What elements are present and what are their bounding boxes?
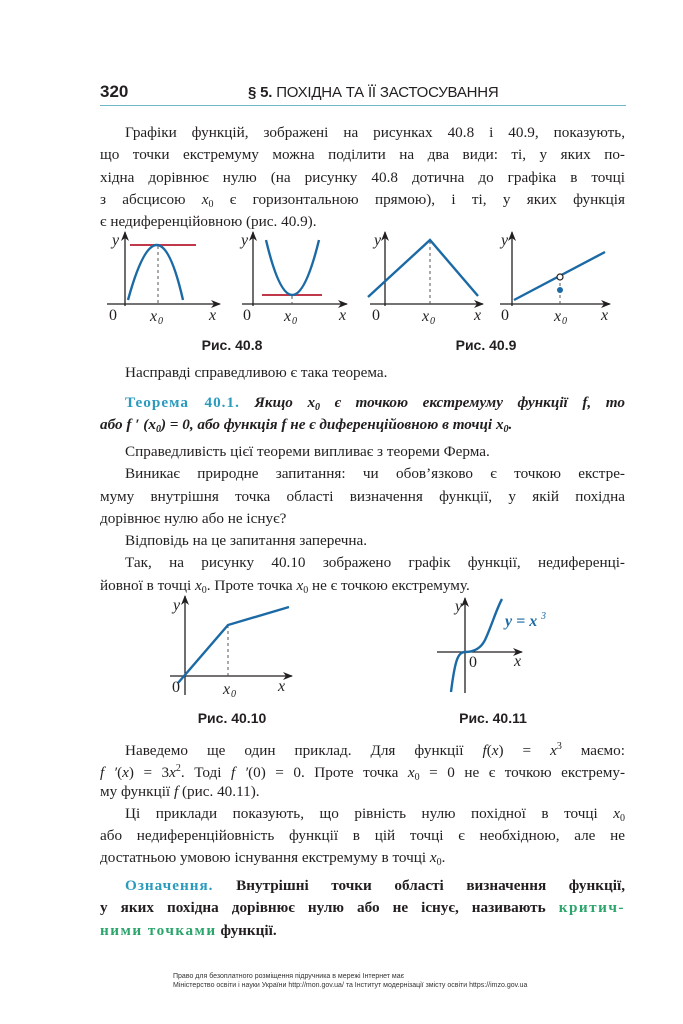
text-run: Якщо x — [239, 394, 316, 411]
origin-label: 0 — [501, 307, 509, 324]
text-run: . — [441, 849, 446, 867]
x0-label: x — [150, 308, 158, 325]
x0-subscript: 0 — [562, 316, 567, 327]
origin-label: 0 — [469, 654, 477, 671]
text-run: = 0 не є точкою екстрему- — [419, 764, 625, 781]
curve-minimum — [266, 240, 319, 295]
text-run: x — [122, 764, 129, 781]
text-run: 3 — [556, 741, 562, 752]
text-run: Так, на рисунку 40.10 зображено графік функції, недиференці- — [125, 554, 625, 572]
figure-40-9-caption: Рис. 40.9 — [455, 337, 517, 353]
figure-40-9-corner — [368, 232, 483, 327]
text-run: Внутрішні точки області визначення функції, — [213, 877, 625, 894]
x-label: x — [278, 678, 286, 695]
text-run: x — [613, 804, 620, 822]
text-run: 0 — [436, 857, 442, 869]
text-run: Справедливість цієї теореми випливає з теореми Ферма. — [125, 443, 490, 460]
text-run: x — [169, 764, 176, 781]
text-run: x — [550, 742, 557, 759]
x-label: x — [339, 307, 347, 324]
text-run: ( — [117, 764, 123, 781]
figure-40-8-maximum — [107, 232, 220, 327]
formula-exponent: 3 — [541, 611, 546, 622]
text-run: 0 — [201, 584, 207, 596]
text-run: або f ′ (x — [100, 416, 156, 434]
text-run: є недиференційовною (рис. 40.9). — [100, 213, 317, 231]
text-run: (0) = 0. Проте точка — [248, 764, 408, 781]
heading-label: Означення. — [125, 877, 214, 894]
text-run: 0 — [414, 772, 420, 781]
text-run: Відповідь на це запитання заперечна. — [125, 532, 368, 550]
x-label: x — [601, 307, 609, 324]
text-run: є горизонтальною прямою), і ті, у яких функція — [213, 190, 625, 208]
curve-maximum — [128, 245, 183, 300]
footer-line-2: Міністерство освіти і науки України http://mon.gov.ua/ та Інститут модернізації змісту освіти https://imzo.gov.ua — [173, 982, 528, 989]
text-run: Ці приклади показують, що рівність нулю похідної в точці — [125, 804, 614, 822]
text-run: . Проте точка — [206, 576, 297, 594]
text-run: x — [195, 576, 202, 594]
function-formula: y = x — [505, 613, 538, 630]
text-run: ) = 0, або функція f не є диференційовною в точці x — [160, 416, 504, 434]
figure-40-9-jump — [499, 232, 610, 327]
section-title: ПОХІДНА ТА ЇЇ ЗАСТОСУВАННЯ — [276, 84, 499, 101]
x0-label: x — [422, 308, 430, 325]
page-number: 320 — [100, 82, 129, 101]
text-run: у яких похідна дорівнює нулю або не існує, називають — [100, 899, 559, 917]
text-run: му функції — [100, 782, 174, 800]
x0-label: x — [284, 308, 292, 325]
text-run: f ′ — [100, 764, 118, 781]
text-run: x — [429, 849, 437, 867]
text-run: або недиференційовність функції в цій точці є необхідною, але не — [100, 827, 625, 845]
text-run: Виникає природне запитання: чи обов’язково є точкою екстре- — [125, 465, 625, 483]
text-run: йовної в точці — [100, 576, 196, 594]
text-run: що точки екстремуму можна поділити на два види: ті, у яких по- — [100, 146, 625, 164]
x0-subscript: 0 — [292, 316, 297, 327]
y-label: y — [455, 598, 463, 615]
text-run: x — [407, 764, 415, 781]
origin-label: 0 — [172, 679, 180, 696]
text-run: 0 — [208, 198, 214, 210]
figure-40-11-caption: Рис. 40.11 — [459, 710, 527, 726]
text-run: x — [296, 576, 304, 594]
heading-label: Теорема 40.1. — [125, 394, 240, 411]
origin-label: 0 — [109, 307, 117, 324]
filled-point — [557, 287, 563, 293]
text-run: . Тоді — [180, 764, 231, 781]
text-run: ) = 3 — [128, 764, 170, 781]
text-run: ( — [486, 742, 492, 759]
x0-subscript: 0 — [231, 689, 236, 700]
origin-label: 0 — [372, 307, 380, 324]
x0-subscript: 0 — [158, 316, 163, 327]
y-label: y — [241, 232, 249, 249]
figure-40-8-minimum — [239, 232, 347, 327]
figure-40-11 — [437, 598, 546, 693]
curve-broken-line — [178, 607, 289, 683]
x-label: x — [209, 307, 217, 324]
x-label: x — [474, 307, 482, 324]
text-run: не є точкою екстремуму. — [308, 576, 470, 594]
text-run: 0 — [620, 812, 625, 824]
footer-copyright — [173, 972, 527, 990]
open-point — [557, 274, 563, 280]
text-run: f ′ — [230, 764, 249, 781]
text-run: достатньою умовою існування екстремуму в точці — [100, 849, 430, 867]
text-run: муму внутрішня точка області визначення функції, у якій похідна — [100, 487, 625, 505]
text-run: є точкою екстремуму функції f, то — [320, 394, 625, 411]
text-run: Графіки функцій, зображені на рисунках 40.8 і 40.9, показують, — [125, 124, 625, 141]
x0-subscript: 0 — [430, 316, 435, 327]
text-run: функції. — [216, 921, 277, 939]
text-run: (рис. 40.11). — [178, 782, 260, 800]
y-label: y — [374, 232, 382, 249]
text-run: ) = — [498, 742, 551, 759]
text-run: 0 — [155, 424, 161, 436]
x-label: x — [514, 653, 522, 670]
figure-40-8-caption: Рис. 40.8 — [201, 337, 263, 353]
x0-label: x — [554, 308, 562, 325]
footer-line-1: Право для безоплатного розміщення підручника в мережі Інтернет має — [173, 973, 405, 980]
text-run: Насправді справедливою є така теорема. — [125, 364, 388, 381]
text-run: f — [173, 782, 179, 800]
text-run: 0 — [503, 424, 509, 436]
text-run: 2 — [175, 763, 181, 775]
text-run: Наведемо ще один приклад. Для функції — [125, 742, 483, 759]
y-label: y — [173, 597, 181, 614]
text-run: 0 — [315, 402, 321, 413]
text-run: x — [491, 742, 499, 759]
key-term: ними точками — [100, 921, 217, 939]
text-run: f — [482, 742, 487, 759]
text-run: хідна дорівнює нулю (на рисунку 40.8 дотична до графіка в точці — [100, 168, 625, 186]
key-term: критич- — [558, 899, 625, 917]
section-mark: § 5. — [248, 84, 273, 101]
text-run: з абсцисою — [100, 190, 202, 208]
y-label: y — [501, 232, 509, 249]
text-run: 0 — [303, 584, 309, 596]
text-run: маємо: — [561, 742, 625, 759]
x0-label: x — [223, 681, 231, 698]
origin-label: 0 — [243, 307, 251, 324]
text-run: x — [201, 190, 209, 208]
figure-40-10 — [170, 596, 292, 700]
y-label: y — [112, 232, 120, 249]
text-run: дорівнює нулю або не існує? — [100, 509, 287, 527]
figure-40-10-caption: Рис. 40.10 — [197, 710, 267, 726]
text-run: . — [508, 416, 513, 434]
